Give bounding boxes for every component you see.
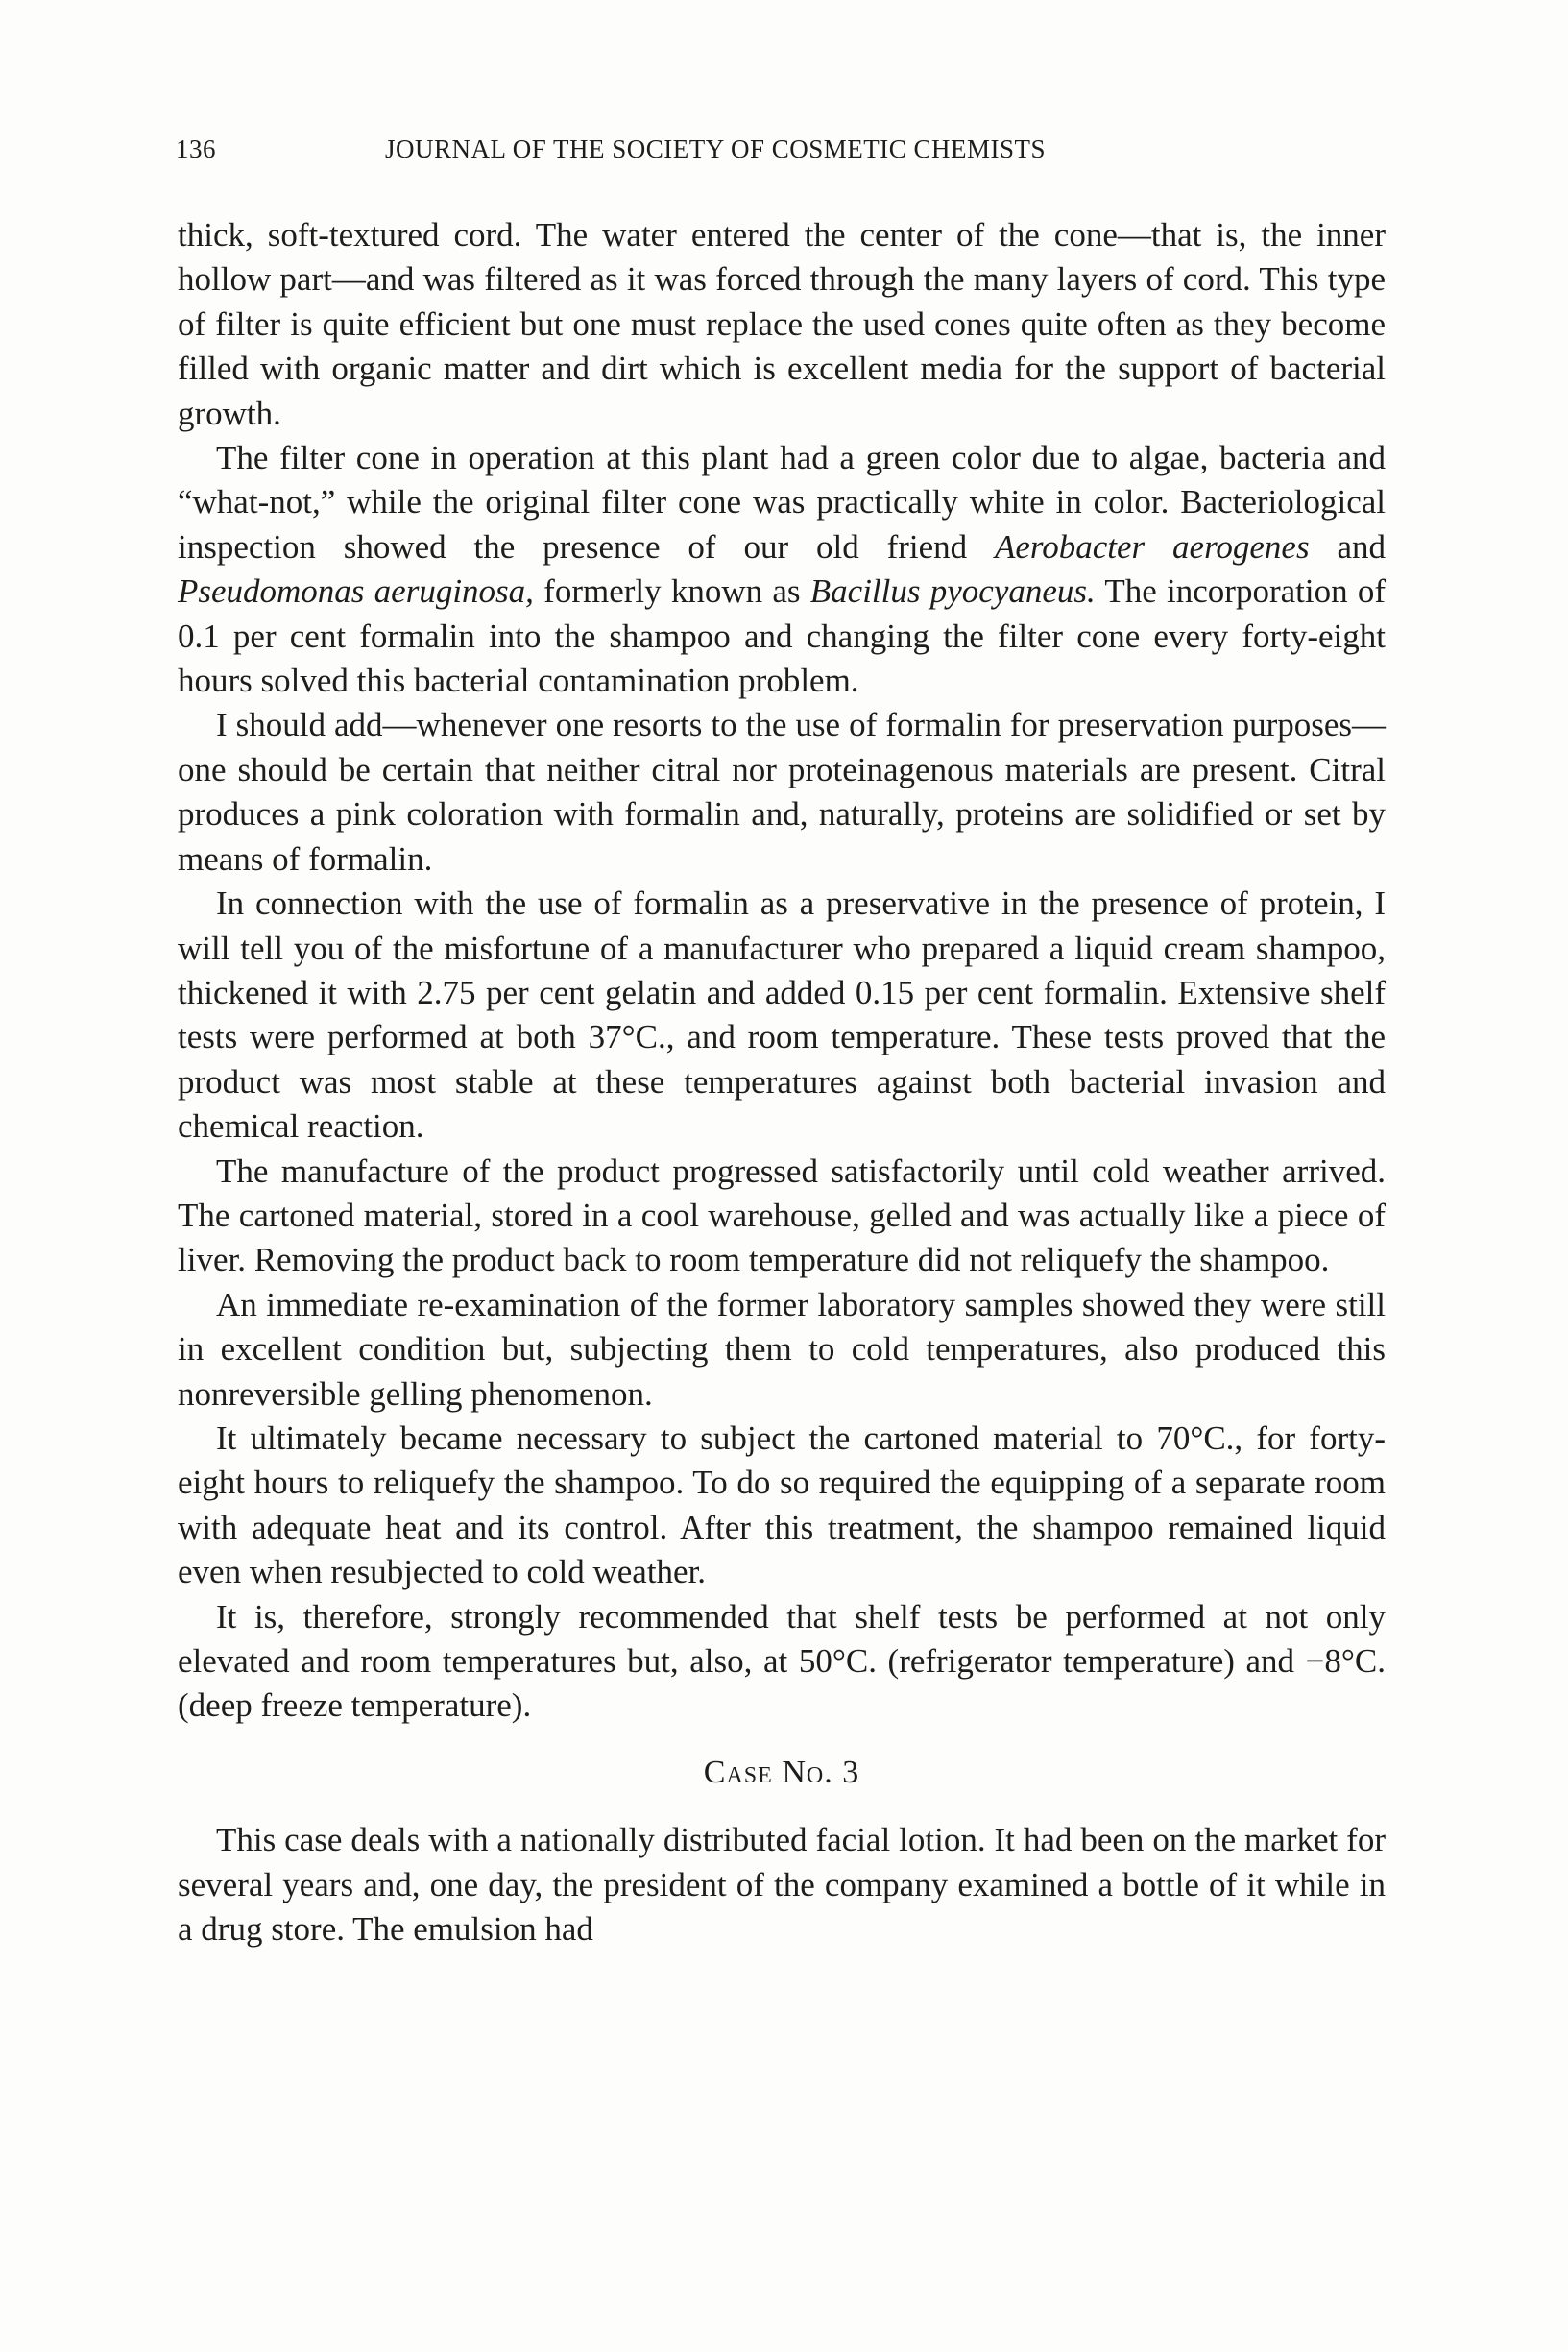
bacteria-text-join-1: and: [1309, 527, 1386, 566]
bacteria-text-after: The incorporation of 0.1 per cent formalin into the shampoo and changing the filter cone every forty-eight hours solved this bacterial contamination problem.: [178, 572, 1386, 700]
paragraph-recommendation: It is, therefore, strongly recommended that shelf tests be performed at not only elevated and room temperatures but, also, at 50°C. (refrigerator temperature) and −8°C. (deep freeze temperature).: [178, 1597, 1386, 1725]
paragraph-shampoo-misfortune: In connection with the use of formalin as a preservative in the presence of protein, I will tell you of the misfortune of a manufacturer who prepared a liquid cream shampoo, thickened it with 2.75 per cent gelatin and added 0.15 per cent formalin. Extensive shelf tests were performed at both 37°C., and room temperature. These tests proved that the product was most stable at these temperatures against both bacterial invasion and chemical reaction.: [178, 885, 1386, 1146]
paragraph-reexamination: An immediate re-examination of the former laboratory samples showed they were still in excellent condition but, subjecting them to cold temperatures, also produced this nonreversible gelling phenomenon.: [178, 1285, 1386, 1413]
bacteria-text-before: The filter cone in operation at this plant had a green color due to algae, bacteria and “what-not,” while the original filter cone was practically white in color. Bacteriological inspection showed the presence of our old friend: [178, 439, 1386, 566]
paragraph-formalin-caution: I should add—whenever one resorts to the use of formalin for preservation purposes—one should be certain that neither citral nor proteinagenous materials are present. Citral produces a pink coloration with formalin and, naturally, proteins are solidified or set by means of formalin.: [178, 706, 1386, 878]
organism-bacillus: Bacillus pyocyaneus.: [809, 572, 1096, 611]
paragraph-cold-weather: The manufacture of the product progressed satisfactorily until cold weather arrived. The cartoned material, stored in a cool warehouse, gelled and was actually like a piece of liver. Removing the product back to room temperature did not reliquefy the shampoo.: [178, 1152, 1386, 1279]
paragraph-filter-description: thick, soft-textured cord. The water entered the center of the cone—that is, the inner hollow part—and was filtered as it was forced through the many layers of cord. This type of filter is quite efficient but one must replace the used cones quite often as they become filled with organic matter and dirt which is excellent media for the support of bacterial growth.: [178, 216, 1386, 432]
paragraph-facial-lotion: This case deals with a nationally distributed facial lotion. It had been on the market for several years and, one day, the president of the company examined a bottle of it while in a drug store. The emulsion had: [178, 1821, 1386, 1949]
article-body: [178, 213, 1386, 1952]
paragraph-bacteria-inspection: [178, 436, 1386, 703]
organism-aerobacter: Aerobacter aerogenes: [995, 527, 1310, 566]
journal-title: JOURNAL OF THE SOCIETY OF COSMETIC CHEMISTS: [385, 134, 1047, 163]
running-header: [176, 134, 1387, 173]
paragraph-reliquefy: It ultimately became necessary to subject the cartoned material to 70°C., for forty-eight hours to reliquefy the shampoo. To do so required the equipping of a separate room with adequate heat and its control. After this treatment, the shampoo remained liquid even when resubjected to cold weather.: [178, 1418, 1386, 1591]
organism-pseudomonas: Pseudomonas aeruginosa,: [178, 572, 534, 611]
section-heading-case-3: Case No. 3: [703, 1754, 860, 1790]
page-number: 136: [176, 134, 216, 163]
bacteria-text-join-2: formerly known as: [533, 572, 810, 611]
